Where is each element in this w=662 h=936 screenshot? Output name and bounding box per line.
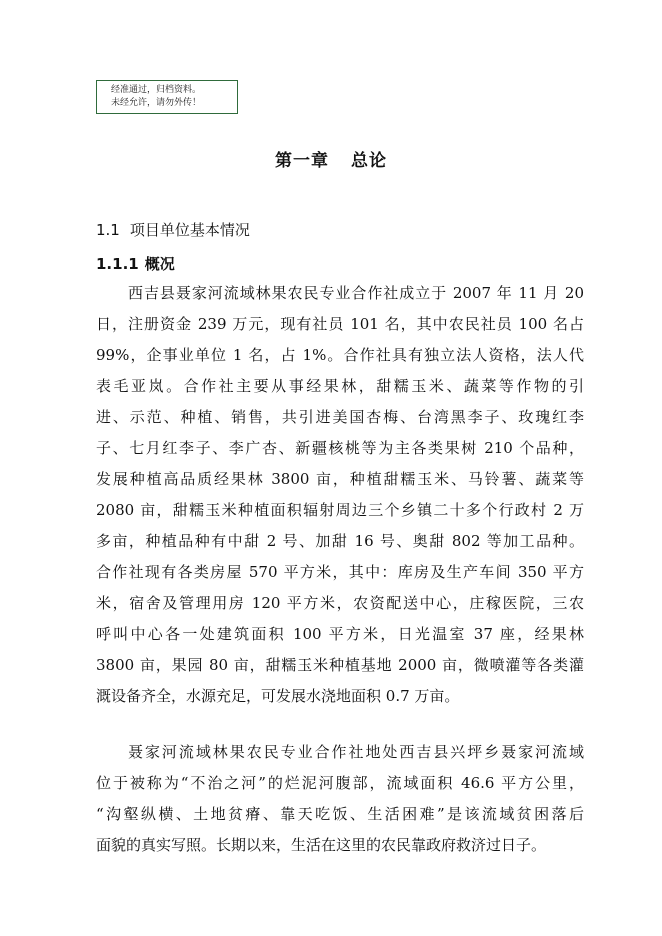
paragraph-2: [96, 737, 584, 861]
subsection-heading: [96, 253, 175, 274]
text-line: 溉设备齐全，水源充足，可发展水浇地面积 0.7 万亩。: [96, 687, 460, 705]
section-heading: [96, 219, 250, 240]
text-line: 合作社现有各类房屋 570 平方米，其中：库房及生产车间 350 平方: [96, 563, 584, 581]
chapter-heading: [0, 146, 662, 171]
text-line: 表毛亚岚。合作社主要从事经果林，甜糯玉米、蔬菜等作物的引: [96, 377, 584, 395]
approval-stamp: [96, 80, 238, 114]
text-line: 发展种植高品质经果林 3800 亩，种植甜糯玉米、马铃薯、蔬菜等: [96, 470, 584, 488]
subsection-title: 概况: [144, 255, 175, 273]
text-line: 呼叫中心各一处建筑面积 100 平方米，日光温室 37 座，经果林: [96, 625, 584, 643]
chapter-title: 总论: [351, 151, 387, 171]
paragraph-1: [96, 278, 584, 712]
text-line: 进、示范、种植、销售，共引进美国杏梅、台湾黑李子、玫瑰红李: [96, 408, 584, 426]
stamp-line-2: 未经允许，请勿外传！: [111, 98, 202, 108]
text-line: 3800 亩，果园 80 亩，甜糯玉米种植基地 2000 亩，微喷灌等各类灌: [96, 656, 584, 674]
text-line: 聂家河流域林果农民专业合作社地处西吉县兴坪乡聂家河流域: [128, 743, 584, 761]
text-line: 99%，企事业单位 1 名，占 1%。合作社具有独立法人资格，法人代: [96, 346, 584, 364]
subsection-number: 1.1.1: [96, 255, 139, 273]
text-line: 2080 亩，甜糯玉米种植面积辐射周边三个乡镇二十多个行政村 2 万: [96, 501, 584, 519]
text-line: 面貌的真实写照。长期以来，生活在这里的农民靠政府救济过日子。: [96, 836, 547, 854]
stamp-line-1: 经准通过，归档资料。: [111, 85, 202, 95]
text-line: 米，宿舍及管理用房 120 平方米，农资配送中心，庄稼医院，三农: [96, 594, 584, 612]
text-line: 位于被称为“不治之河”的烂泥河腹部，流域面积 46.6 平方公里，: [96, 774, 584, 792]
text-line: 多亩，种植品种有中甜 2 号、加甜 16 号、奥甜 802 等加工品种。: [96, 532, 584, 550]
text-line: 子、七月红李子、李广杏、新疆核桃等为主各类果树 210 个品种，: [96, 439, 584, 457]
text-line: “沟壑纵横、土地贫瘠、靠天吃饭、生活困难”是该流域贫困落后: [96, 805, 584, 823]
text-line: 日，注册资金 239 万元，现有社员 101 名，其中农民社员 100 名占: [96, 315, 584, 333]
section-title: 项目单位基本情况: [129, 221, 250, 239]
text-line: 西吉县聂家河流域林果农民专业合作社成立于 2007 年 11 月 20: [128, 284, 584, 302]
section-number: 1.1: [96, 221, 120, 239]
chapter-number: 第一章: [275, 151, 329, 171]
